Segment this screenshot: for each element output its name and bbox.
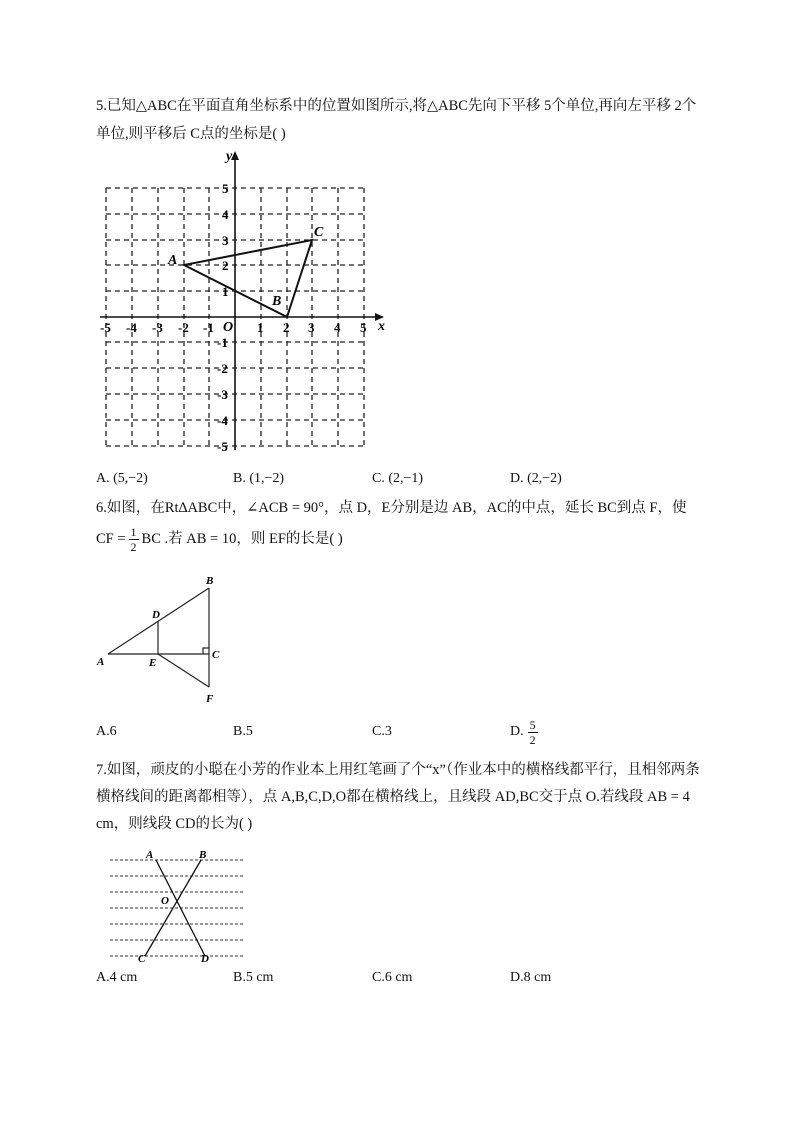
q7-text-line2: 横格线间的距离都相等），点 A,B,C,D,O都在横格线上，且线段 AD,BC交于点 O.若线段 AB = 4 [96,789,690,805]
q5-y-label: y [226,149,233,164]
q7-point-c-label: C [138,953,146,964]
q5-y-tick: 5 [222,181,229,196]
q5-x-tick: 5 [360,320,367,335]
q7-point-d-label: D [201,953,209,964]
q5-y-tick: -3 [217,387,228,402]
q6-option-b[interactable]: B.5 [233,724,253,739]
q6-fraction-numerator: 1 [130,524,137,539]
q6-right-angle-mark [203,648,209,654]
q5-x-label: x [378,319,385,334]
q6-option-d-denominator: 2 [529,732,536,747]
q6-option-d[interactable] [510,714,538,750]
q5-origin-label: O [223,320,234,335]
q5-x-tick: 3 [308,320,315,335]
q6-option-c[interactable]: C.3 [372,724,392,739]
q6-line2-prefix: CF = [96,531,126,547]
q5-point-a-label: A [168,253,178,268]
q5-x-tick: 1 [257,320,264,335]
q7-option-d[interactable]: D.8 cm [510,970,552,985]
q6-fraction [129,525,139,554]
q5-x-tick: -1 [203,320,214,335]
q6-option-d-fraction [528,718,538,747]
q7-text-line1: 7.如图，顽皮的小聪在小芳的作业本上用红笔画了个“x”（作业本中的横格线都平行，且相邻两条 [96,762,700,778]
q5-option-c[interactable]: C. (2,−1) [372,471,424,486]
q5-text-line1: 5.已知△ABC在平面直角坐标系中的位置如图所示,将△ABC先向下平移 5个单位,再向左平移 2个 [96,98,697,114]
q5-y-tick: 2 [222,258,229,273]
q5-x-tick: -5 [100,320,111,335]
q6-point-b-label: B [206,575,214,587]
q5-y-tick: -4 [217,413,228,428]
q6-point-f-label: F [206,693,214,705]
q7-option-b[interactable]: B.5 cm [233,970,274,985]
q6-option-a[interactable]: A.6 [96,724,117,739]
q6-option-d-numerator: 5 [529,717,536,732]
q5-option-d[interactable]: D. (2,−2) [510,471,562,486]
q7-point-b-label: B [199,849,207,861]
q7-text-line3: cm，则线段 CD的长为( ) [96,816,253,832]
q6-point-e-label: E [149,657,157,669]
q5-x-tick: -4 [126,320,137,335]
q7-point-a-label: A [146,849,154,861]
q6-point-a-label: A [97,656,105,668]
q5-triangle-abc [184,240,312,317]
q6-option-d-prefix: D. [510,724,524,739]
q5-x-tick: 4 [334,320,341,335]
q5-x-tick: -2 [178,320,189,335]
q5-option-b[interactable]: B. (1,−2) [233,471,285,486]
q5-y-tick: 1 [222,284,229,299]
q5-y-tick: 4 [222,207,229,222]
q6-line2-suffix: BC .若 AB = 10，则 EF的长是( ) [141,531,343,547]
q6-point-c-label: C [212,649,220,661]
q5-y-tick: -1 [217,335,228,350]
q5-y-tick: -5 [217,439,228,454]
q5-point-b-label: B [272,294,282,309]
q7-option-c[interactable]: C.6 cm [372,970,413,985]
q7-notebook-figure [100,846,250,964]
q5-option-a[interactable]: A. (5,−2) [96,471,148,486]
q5-y-tick: 3 [222,233,229,248]
q5-y-tick: -2 [217,361,228,376]
q5-point-c-label: C [314,225,324,240]
q5-x-tick: -3 [152,320,163,335]
q7-ruled-lines [110,860,245,956]
q6-point-d-label: D [152,609,160,621]
q6-text-line2 [96,522,343,556]
q7-option-a[interactable]: A.4 cm [96,970,138,985]
q6-triangle-figure [96,572,246,712]
q7-point-o-label: O [161,895,169,907]
q5-text-line2: 单位,则平移后 C点的坐标是( ) [96,126,286,142]
q6-text-line1: 6.如图，在Rt∆ABC中，∠ACB = 90°，点 D，E分别是边 AB，AC的中点，延长 BC到点 F，使 [96,500,687,516]
q6-segment-ef [158,654,209,687]
q5-x-tick: 2 [283,320,290,335]
q5-coordinate-figure [96,148,396,458]
q6-fraction-denominator: 2 [130,539,137,554]
